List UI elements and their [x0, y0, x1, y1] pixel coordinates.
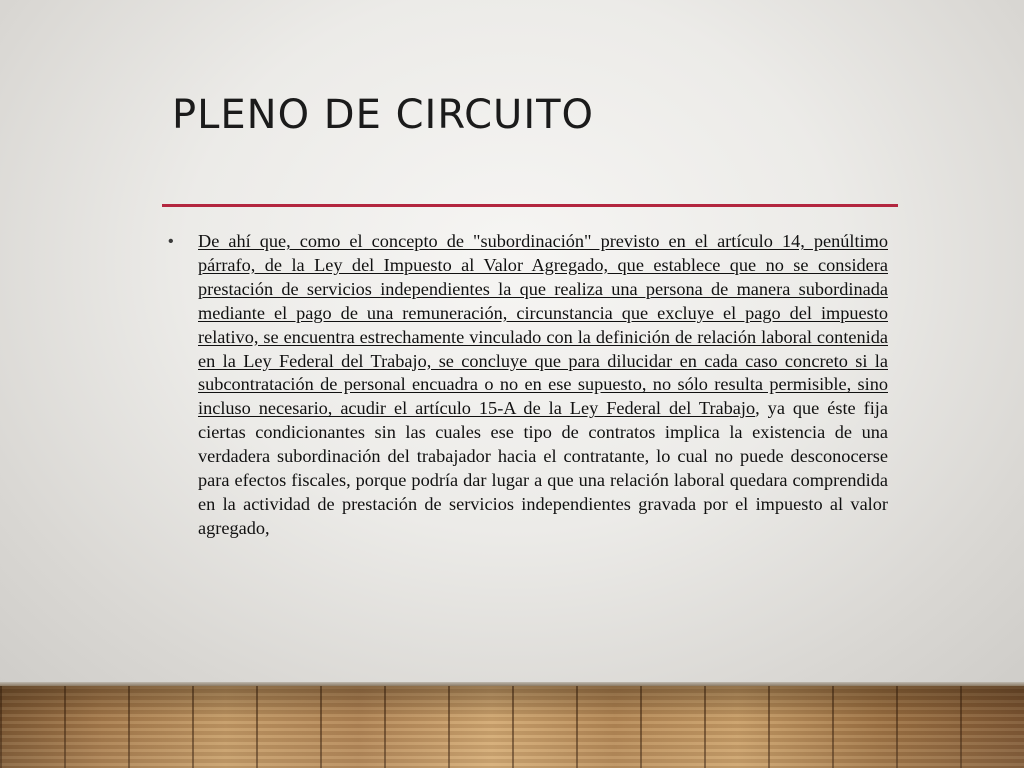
slide-title: PLENO DE CIRCUITO — [172, 92, 595, 138]
title-divider — [162, 204, 898, 207]
slide-content — [168, 230, 888, 541]
floor-shading — [0, 686, 1024, 768]
paragraph-continuation: , ya que éste fija ciertas condicionantes sin las cuales ese tipo de contratos implica la existencia de una verdadera subordinación del trabajador hacia el contratante, lo cual no puede desconocerse para efectos fiscales, porque podría dar lugar a que una relación laboral quedara comprendida en la actividad de prestación de servicios independientes gravada por el impuesto al valor agregado, — [198, 398, 888, 538]
bullet-icon: • — [168, 233, 174, 250]
bullet-paragraph — [198, 230, 888, 541]
underlined-quote: De ahí que, como el concepto de "subordinación" previsto en el artículo 14, penúltimo párrafo, de la Ley del Impuesto al Valor Agregado, que establece que no se considera prestación de servicios independientes la que realiza una persona de manera subordinada mediante el pago de una remuneración, circunstancia que excluye el pago del impuesto relativo, se encuentra estrechamente vinculado con la definición de relación laboral contenida en la Ley Federal del Trabajo, se concluye que para dilucidar en cada caso concreto si la subcontratación de personal encuadra o no en ese supuesto, no sólo resulta permisible, sino incluso necesario, acudir el artículo 15-A de la Ley Federal del Trabajo — [198, 231, 888, 419]
